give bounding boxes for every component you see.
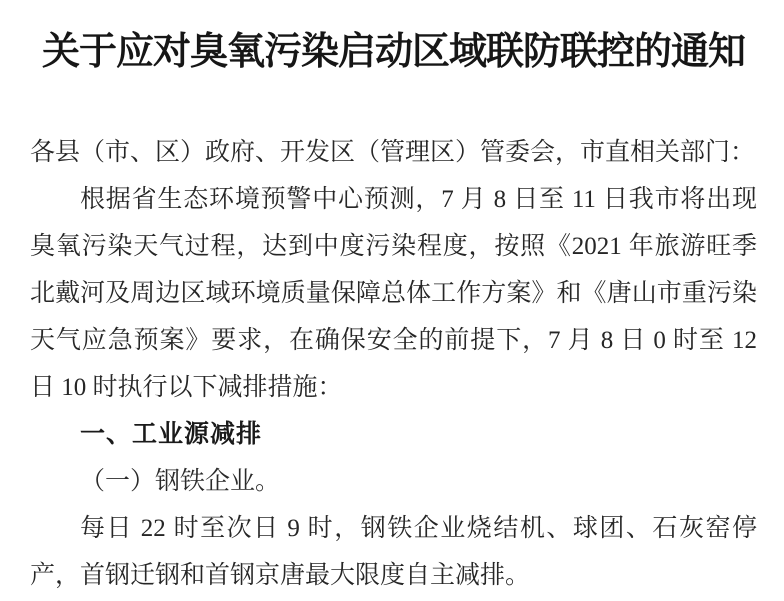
- section-1-subsection-1-heading: （一）钢铁企业。: [80, 468, 281, 495]
- section-1-subsection-1-paragraph: 每日 22 时至次日 9 时，钢铁企业烧结机、球团、石灰窑停产，首钢迁钢和首钢京唐最大限度自主减排。: [30, 515, 757, 589]
- document-title: 关于应对臭氧污染启动区域联防联控的通知: [41, 31, 745, 73]
- section-1-heading: 一、工业源减排: [80, 420, 263, 448]
- intro-paragraph: 根据省生态环境预警中心预测，7 月 8 日至 11 日我市将出现臭氧污染天气过程，达到中度污染程度，按照《2021 年旅游旺季北戴河及周边区域环境质量保障总体工作方案》和《唐山市重污染天气应急预案》要求，在确保安全的前提下，7 月 8 日 0 时至 12 日 10 时执行以下减排措施：: [30, 186, 757, 401]
- salutation-line: 各县（市、区）政府、开发区（管理区）管委会，市直相关部门：: [30, 139, 756, 166]
- document-body: [30, 129, 757, 599]
